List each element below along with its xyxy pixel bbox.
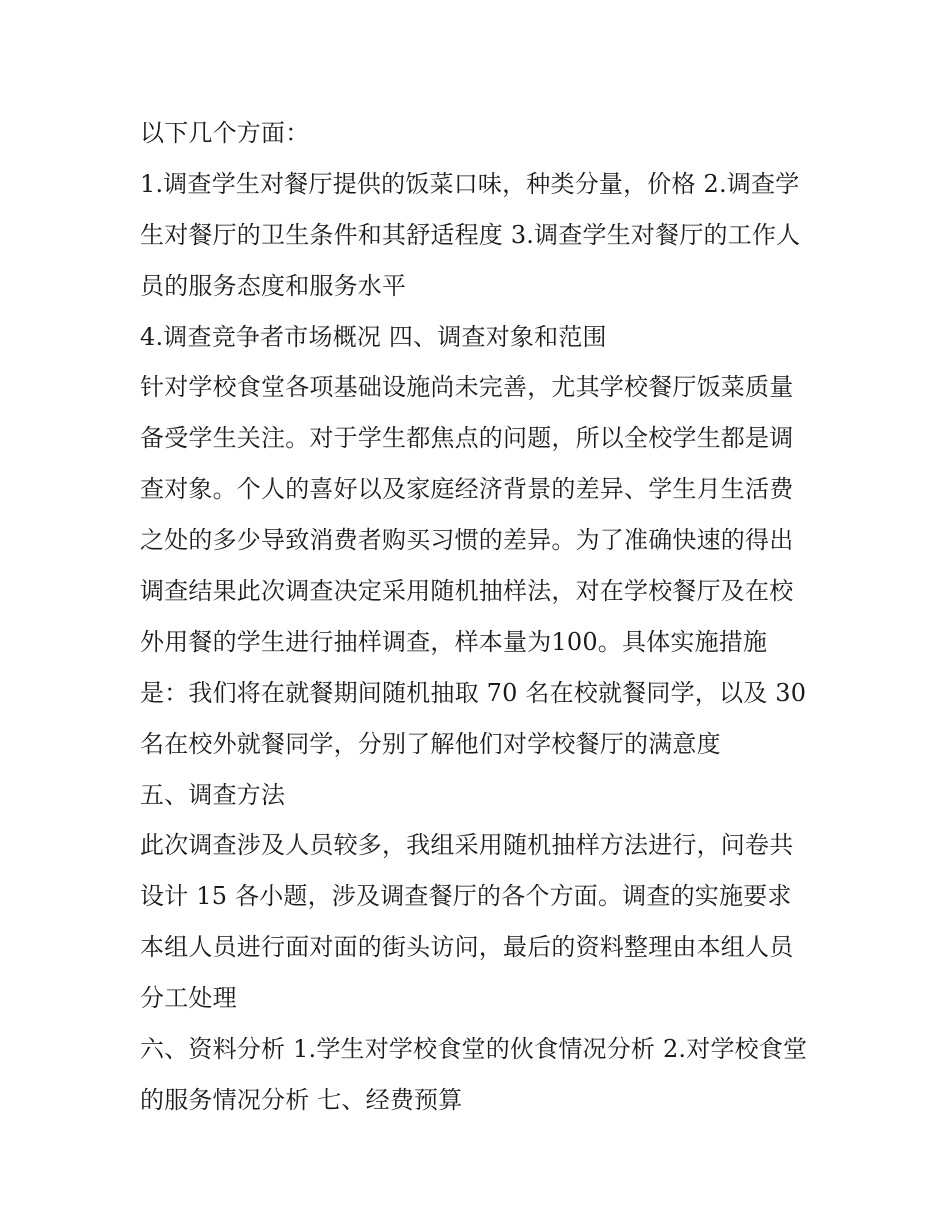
document-body [140, 108, 820, 1126]
text-line-8: 查对象。个人的喜好以及家庭经济背景的差异、学生月生活费 [140, 475, 794, 504]
text-line-11: 外用餐的学生进行抽样调查，样本量为100。具体实施措施 [140, 627, 768, 656]
text-line-2: 1.调查学生对餐厅提供的饭菜口味，种类分量，价格 2.调查学 [140, 169, 800, 198]
text-line-7: 备受学生关注。对于学生都焦点的问题，所以全校学生都是调 [140, 424, 794, 453]
text-line-20: 的服务情况分析 七、经费预算 [140, 1085, 463, 1114]
text-line-12: 是：我们将在就餐期间随机抽取 70 名在校就餐同学，以及 30 [140, 678, 807, 707]
text-line-5: 4.调查竞争者市场概况 四、调查对象和范围 [140, 322, 607, 351]
text-line-3: 生对餐厅的卫生条件和其舒适程度 3.调查学生对餐厅的工作人 [140, 220, 801, 249]
text-line-6: 针对学校食堂各项基础设施尚未完善，尤其学校餐厅饭菜质量 [140, 373, 794, 402]
text-line-15: 此次调查涉及人员较多，我组采用随机抽样方法进行，问卷共 [140, 831, 794, 860]
text-line-16: 设计 15 各小题，涉及调查餐厅的各个方面。调查的实施要求 [140, 882, 792, 911]
text-line-4: 员的服务态度和服务水平 [140, 271, 407, 300]
text-line-13: 名在校外就餐同学，分别了解他们对学校餐厅的满意度 [140, 729, 721, 758]
text-line-19: 六、资料分析 1.学生对学校食堂的伙食情况分析 2.对学校食堂 [140, 1035, 808, 1064]
text-line-9: 之处的多少导致消费者购买习惯的差异。为了准确快速的得出 [140, 526, 794, 555]
section-heading-methods: 五、调查方法 [140, 780, 286, 809]
text-line-17: 本组人员进行面对面的街头访问，最后的资料整理由本组人员 [140, 933, 794, 962]
text-line-1: 以下几个方面： [140, 119, 310, 147]
text-line-18: 分工处理 [140, 984, 237, 1013]
text-line-10: 调查结果此次调查决定采用随机抽样法，对在学校餐厅及在校 [140, 577, 794, 606]
